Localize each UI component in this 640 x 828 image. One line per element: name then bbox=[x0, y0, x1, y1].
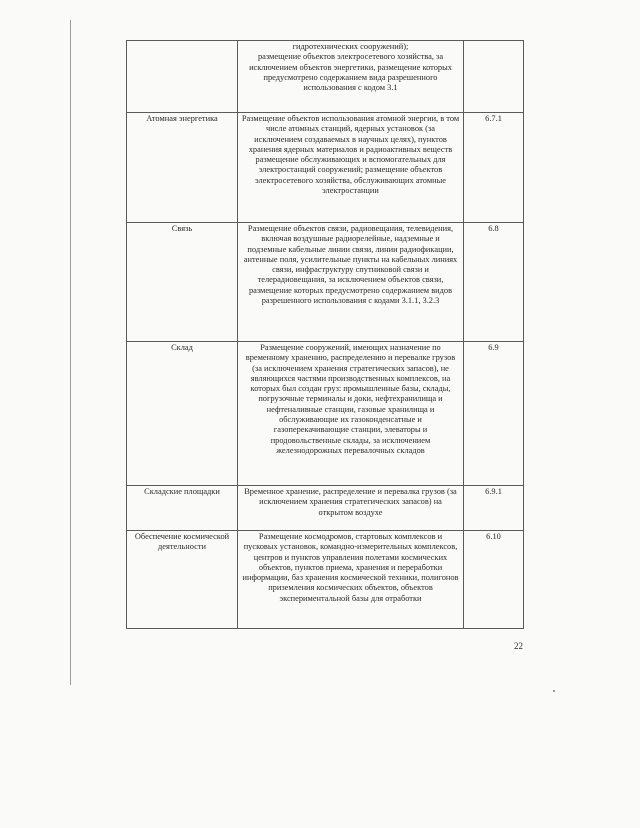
table-row bbox=[127, 342, 524, 486]
land-use-description: Размещение объектов связи, радиовещания, телевидения, включая воздушные радиорелейные, надземные и подземные кабельные линии связи, линии радиофикации, антенные поля, усилительные пункты на кабельных линиях связи, инфраструктуру спутниковой связи и телерадиовещания, за исключением объектов связи, размещение которых предусмотрено содержанием видов разрешенного использования с кодами 3.1.1, 3.2.3 bbox=[238, 223, 464, 342]
land-use-code: 6.9 bbox=[464, 342, 524, 486]
land-use-name: Складские площадки bbox=[127, 486, 238, 531]
scan-dot bbox=[553, 690, 555, 692]
land-use-code: 6.9.1 bbox=[464, 486, 524, 531]
land-use-name: Атомная энергетика bbox=[127, 113, 238, 223]
land-use-code: 6.7.1 bbox=[464, 113, 524, 223]
land-use-name: Склад bbox=[127, 342, 238, 486]
page-number: 22 bbox=[514, 641, 523, 651]
land-use-name: Связь bbox=[127, 223, 238, 342]
table-row bbox=[127, 486, 524, 531]
land-use-code bbox=[464, 41, 524, 113]
land-use-description: Размещение объектов использования атомной энергии, в том числе атомных станций, ядерных установок (за исключением создаваемых в научных целях), пунктов хранения ядерных материалов и радиоактивных веществ размещение обслуживающих и вспомогательных для электростанций сооружений; размещение объектов электросетевого хозяйства, обслуживающих атомные электростанции bbox=[238, 113, 464, 223]
land-use-name: Обеспечение космической деятельности bbox=[127, 531, 238, 629]
land-use-code: 6.8 bbox=[464, 223, 524, 342]
table-row bbox=[127, 41, 524, 113]
land-use-description: гидротехнических сооружений); размещение объектов электросетевого хозяйства, за исключением объектов энергетики, размещение которых предусмотрено содержанием вида разрешенного использования с кодом 3.1 bbox=[238, 41, 464, 113]
table-row bbox=[127, 113, 524, 223]
land-use-description: Временное хранение, распределение и перевалка грузов (за исключением хранения стратегических запасов) на открытом воздухе bbox=[238, 486, 464, 531]
land-use-code: 6.10 bbox=[464, 531, 524, 629]
land-use-name bbox=[127, 41, 238, 113]
land-use-table bbox=[126, 40, 524, 629]
table-row bbox=[127, 531, 524, 629]
land-use-description: Размещение сооружений, имеющих назначение по временному хранению, распределению и перевалке грузов (за исключением хранения стратегических запасов), не являющихся частями производственных комплексов, на которых был создан груз: промышленные базы, склады, погрузочные терминалы и доки, нефтехранилища и нефтеналивные станции, газовые хранилища и обслуживающие их газоконденсатные и газоперекачивающие станции, элеваторы и продовольственные склады, за исключением железнодорожных перевалочных складов bbox=[238, 342, 464, 486]
table-row bbox=[127, 223, 524, 342]
land-use-description: Размещение космодромов, стартовых комплексов и пусковых установок, командно-измерительных комплексов, центров и пунктов управления полетами космических объектов, пунктов приема, хранения и переработки информации, баз хранения космической техники, полигонов приземления космических объектов, объектов экспериментальной базы для отработки bbox=[238, 531, 464, 629]
scan-edge-line bbox=[70, 20, 71, 685]
